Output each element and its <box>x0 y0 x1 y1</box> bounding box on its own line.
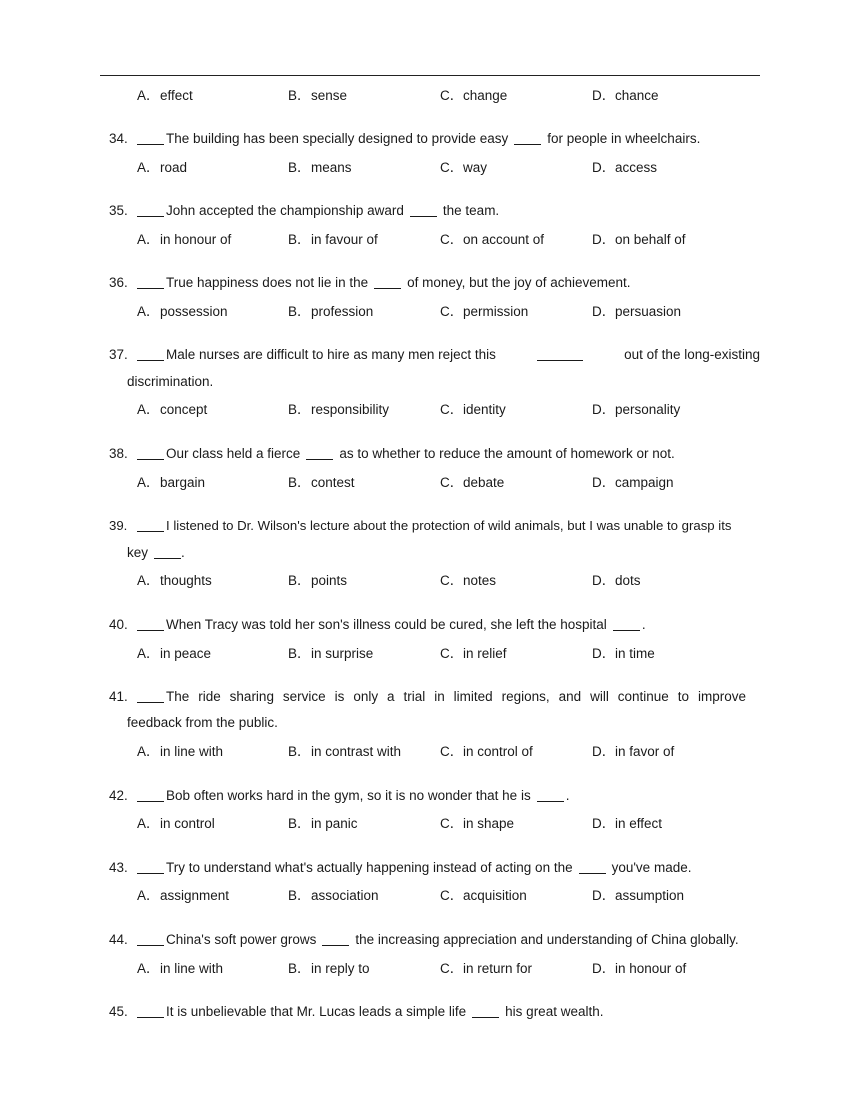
fill-blank <box>514 131 541 145</box>
question-35: 35. John accepted the championship award the team. <box>109 203 500 218</box>
options-row-43 <box>137 884 760 904</box>
option-a: A．in line with <box>137 744 224 759</box>
answer-blank <box>137 788 164 802</box>
answer-blank <box>137 446 164 460</box>
option-c: C．on account of <box>440 232 545 247</box>
question-38: 38. Our class held a fierce as to whether to reduce the amount of homework or not. <box>109 446 675 461</box>
answer-blank <box>137 1004 164 1018</box>
fill-blank <box>537 347 583 361</box>
answer-blank <box>137 689 164 703</box>
option-a: A．in honour of <box>137 232 232 247</box>
option-c: C．debate <box>440 475 505 490</box>
options-row-41 <box>137 740 760 760</box>
fill-blank <box>374 275 401 289</box>
options-row-38 <box>137 471 760 491</box>
option-a: A．assignment <box>137 888 230 903</box>
answer-blank <box>137 518 164 532</box>
fill-blank <box>410 203 437 217</box>
option-d: D．in honour of <box>592 961 687 976</box>
options-row-35 <box>137 228 760 248</box>
option-c: C．in shape <box>440 816 515 831</box>
question-39: 39. I listened to Dr. Wilson's lecture about the protection of wild animals, but I was unable to grasp its <box>109 518 732 533</box>
question-34: 34. The building has been specially designed to provide easy for people in wheelchairs. <box>109 131 701 146</box>
option-a: A．possession <box>137 304 228 319</box>
option-a: A．concept <box>137 402 208 417</box>
answer-blank <box>137 617 164 631</box>
answer-blank <box>137 347 164 361</box>
options-row-36 <box>137 300 760 320</box>
option-c: C．in return for <box>440 961 533 976</box>
options-row-44 <box>137 957 760 977</box>
question-37: 37. Male nurses are difficult to hire as many men reject this out of the long-existing <box>109 347 760 362</box>
answer-blank <box>137 203 164 217</box>
option-d: D．chance <box>592 88 659 103</box>
header-rule <box>100 75 760 76</box>
option-a: A．in control <box>137 816 215 831</box>
option-b: B．in panic <box>288 816 358 831</box>
options-row-40 <box>137 642 760 662</box>
option-d: D．assumption <box>592 888 685 903</box>
option-b: B．in reply to <box>288 961 370 976</box>
options-row-39 <box>137 569 760 589</box>
answer-blank <box>137 131 164 145</box>
option-c: C．in relief <box>440 646 507 661</box>
question-41-continuation: feedback from the public. <box>127 715 278 730</box>
option-b: B．profession <box>288 304 374 319</box>
option-b: B．in contrast with <box>288 744 402 759</box>
question-44: 44. China's soft power grows the increasing appreciation and understanding of China globally. <box>109 932 739 947</box>
answer-blank <box>137 860 164 874</box>
option-c: C．acquisition <box>440 888 527 903</box>
question-40: 40. When Tracy was told her son's illness could be cured, she left the hospital . <box>109 617 646 632</box>
option-b: B．contest <box>288 475 355 490</box>
option-d: D．persuasion <box>592 304 682 319</box>
option-a: A．in peace <box>137 646 212 661</box>
fill-blank <box>322 932 349 946</box>
options-row-37 <box>137 398 760 418</box>
option-d: D．personality <box>592 402 681 417</box>
option-a: A．bargain <box>137 475 206 490</box>
option-b: B．means <box>288 160 352 175</box>
fill-blank <box>472 1004 499 1018</box>
option-b: B．in favour of <box>288 232 378 247</box>
answer-blank <box>137 275 164 289</box>
question-37-continuation: discrimination. <box>127 374 214 389</box>
fill-blank <box>154 545 181 559</box>
option-a: A．road <box>137 160 188 175</box>
option-a: A．effect <box>137 88 193 103</box>
question-45: 45. It is unbelievable that Mr. Lucas leads a simple life his great wealth. <box>109 1004 604 1019</box>
options-row-42 <box>137 812 760 832</box>
option-d: D．in time <box>592 646 655 661</box>
option-c: C．identity <box>440 402 506 417</box>
question-36: 36. True happiness does not lie in the of money, but the joy of achievement. <box>109 275 631 290</box>
option-d: D．on behalf of <box>592 232 686 247</box>
question-41: 41. The ride sharing service is only a trial in limited regions, and will continue to improve <box>109 689 746 704</box>
fill-blank <box>613 617 640 631</box>
option-d: D．access <box>592 160 658 175</box>
option-a: A．thoughts <box>137 573 212 588</box>
fill-blank <box>579 860 606 874</box>
option-c: C．change <box>440 88 508 103</box>
option-b: B．responsibility <box>288 402 390 417</box>
option-c: C．permission <box>440 304 529 319</box>
options-row-34 <box>137 156 760 176</box>
fill-blank <box>537 788 564 802</box>
question-42: 42. Bob often works hard in the gym, so it is no wonder that he is . <box>109 788 570 803</box>
option-b: B．association <box>288 888 379 903</box>
option-d: D．in favor of <box>592 744 675 759</box>
question-39-continuation: key . <box>127 545 185 560</box>
fill-blank <box>306 446 333 460</box>
option-d: D．dots <box>592 573 641 588</box>
option-c: C．in control of <box>440 744 533 759</box>
option-c: C．notes <box>440 573 497 588</box>
option-b: B．points <box>288 573 348 588</box>
option-c: C．way <box>440 160 488 175</box>
option-b: B．in surprise <box>288 646 374 661</box>
question-43: 43. Try to understand what's actually happening instead of acting on the you've made. <box>109 860 692 875</box>
answer-blank <box>137 932 164 946</box>
option-d: D．in effect <box>592 816 663 831</box>
option-d: D．campaign <box>592 475 674 490</box>
option-b: B．sense <box>288 88 348 103</box>
option-a: A．in line with <box>137 961 224 976</box>
options-row-33 <box>137 84 760 104</box>
